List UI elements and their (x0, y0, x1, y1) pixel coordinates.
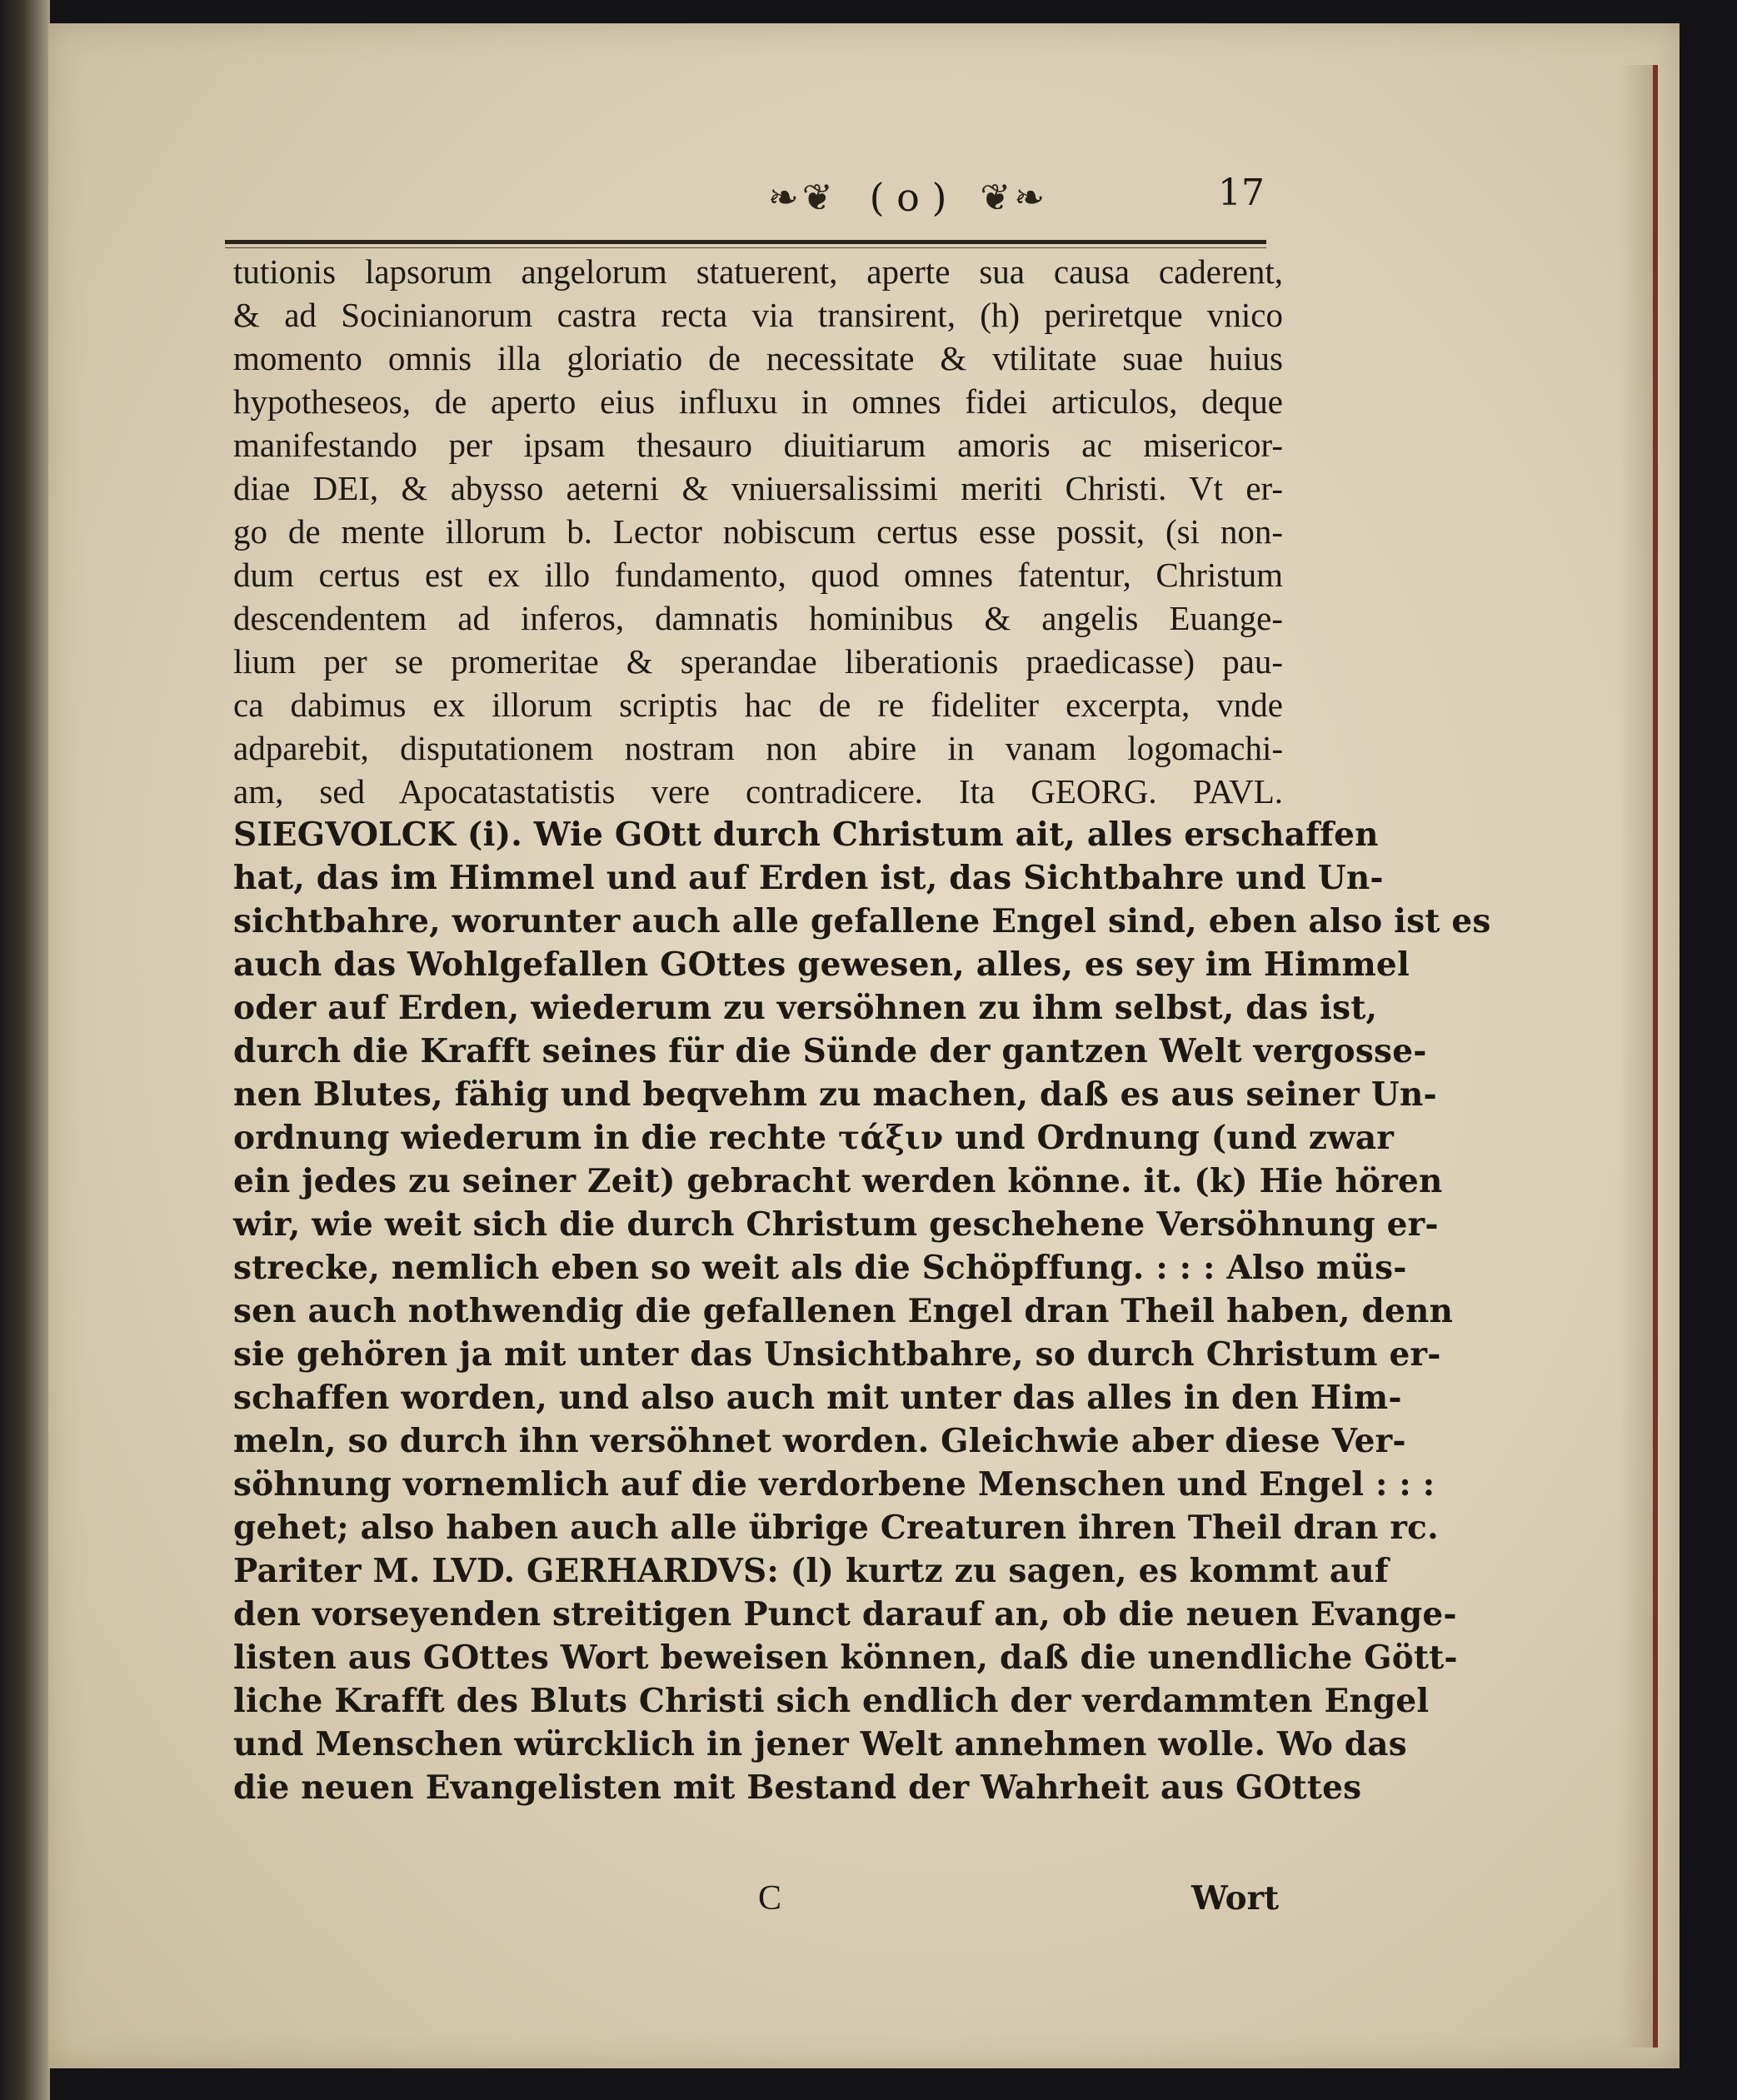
text-line: am, sed Apocatastatistis vere contradicere. Ita GEORG. PAVL. (233, 772, 1283, 811)
text-line: den vorseyenden streitigen Punct darauf an, ob die neuen Evange- (233, 1595, 1457, 1634)
text-line: hypotheseos, de aperto eius influxu in omnes fidei articulos, deque (233, 382, 1283, 421)
text-line: & ad Socinianorum castra recta via transirent, (h) periretque vnico (233, 296, 1283, 334)
text-line: strecke, nemlich eben so weit als die Schöpffung. : : : Also müs- (233, 1249, 1407, 1287)
text-line: descendentem ad inferos, damnatis hominibus & angelis Euange- (233, 599, 1283, 637)
text-line: listen aus GOttes Wort beweisen können, daß die unendliche Gött- (233, 1639, 1458, 1677)
header-ornament-right: ❦❧ (980, 176, 1049, 219)
text-line: go de mente illorum b. Lector nobiscum certus esse possit, (si non- (233, 512, 1283, 551)
text-line: meln, so durch ihn versöhnet worden. Gleichwie aber diese Ver- (233, 1422, 1406, 1460)
text-line: lium per se promeritae & sperandae liberationis praedicasse) pau- (233, 642, 1283, 681)
page-number: 17 (1218, 172, 1265, 214)
text-line: söhnung vornemlich auf die verdorbene Menschen und Engel : : : (233, 1465, 1435, 1504)
running-header (533, 168, 1283, 227)
text-line: durch die Krafft seines für die Sünde der gantzen Welt vergosse- (233, 1032, 1427, 1070)
text-line: adparebit, disputationem nostram non abire in vanam logomachi- (233, 729, 1283, 767)
text-line: und Menschen würcklich in jener Welt annehmen wolle. Wo das (233, 1725, 1407, 1763)
text-line: sichtbahre, worunter auch alle gefallene Engel sind, eben also ist es (233, 902, 1491, 940)
text-line: dum certus est ex illo fundamento, quod omnes fatentur, Christum (233, 556, 1283, 594)
page-edge-stack (1620, 65, 1658, 2048)
catchword: Wort (1191, 1879, 1280, 1918)
header-signature: ( o ) (869, 175, 947, 220)
text-line: oder auf Erden, wiederum zu versöhnen zu ihm selbst, das ist, (233, 989, 1378, 1027)
body-text (233, 250, 1491, 2083)
header-rule-thin (225, 247, 1266, 248)
text-line: sen auch nothwendig die gefallenen Engel dran Theil haben, denn (233, 1292, 1454, 1330)
text-line: tutionis lapsorum angelorum statuerent, aperte sua causa caderent, (233, 252, 1283, 291)
text-line: gehet; also haben auch alle übrige Creaturen ihren Theil dran rc. (233, 1509, 1439, 1547)
text-line: SIEGVOLCK (i). Wie GOtt durch Christum ait, alles erschaffen (233, 816, 1379, 854)
text-line: liche Krafft des Bluts Christi sich endlich der verdammten Engel (233, 1682, 1430, 1720)
text-line: diae DEI, & abysso aeterni & vniuersalissimi meriti Christi. Vt er- (233, 469, 1283, 507)
text-line: auch das Wohlgefallen GOttes gewesen, alles, es sey im Himmel (233, 945, 1410, 984)
signature-mark: C (758, 1879, 782, 1918)
text-line: Pariter M. LVD. GERHARDVS: (l) kurtz zu sagen, es kommt auf (233, 1552, 1389, 1590)
text-line: momento omnis illa gloriatio de necessitate & vtilitate suae huius (233, 339, 1283, 377)
text-line: ein jedes zu seiner Zeit) gebracht werden könne. it. (k) Hie hören (233, 1162, 1443, 1200)
text-line: sie gehören ja mit unter das Unsichtbahre, so durch Christum er- (233, 1335, 1441, 1374)
text-line: schaffen worden, und also auch mit unter das alles in den Him- (233, 1379, 1402, 1417)
text-line: ca dabimus ex illorum scriptis hac de re fideliter excerpta, vnde (233, 686, 1283, 724)
text-line: manifestando per ipsam thesauro diuitiarum amoris ac misericor- (233, 426, 1283, 464)
book-gutter (0, 0, 50, 2100)
text-line: wir, wie weit sich die durch Christum geschehene Versöhnung er- (233, 1205, 1439, 1244)
text-line: die neuen Evangelisten mit Bestand der Wahrheit aus GOttes (233, 1768, 1362, 1807)
text-line: ordnung wiederum in die rechte τάξιν und Ordnung (und zwar (233, 1119, 1395, 1157)
header-rule (225, 240, 1266, 244)
text-line: hat, das im Himmel und auf Erden ist, das Sichtbahre und Un- (233, 859, 1384, 897)
text-line: nen Blutes, fähig und beqvehm zu machen, daß es aus seiner Un- (233, 1075, 1437, 1114)
header-ornament-left: ❧❦ (767, 176, 836, 219)
